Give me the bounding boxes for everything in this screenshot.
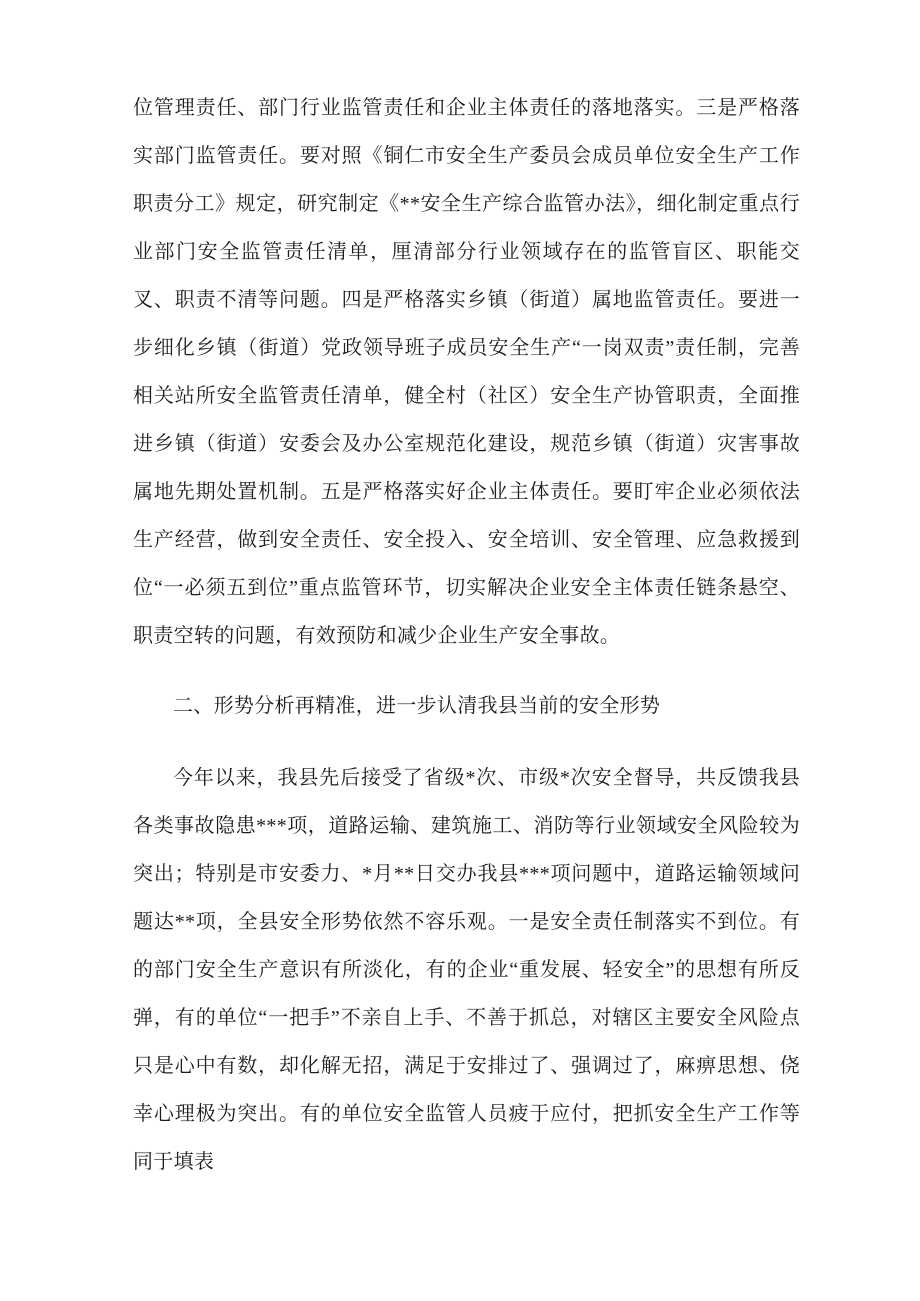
- section-heading: 二、形势分析再精准，进一步认清我县当前的安全形势: [173, 695, 661, 717]
- paragraph-continuation: 位管理责任、部门行业监管责任和企业主体责任的落地落实。三是严格落实部门监管责任。要对照《铜仁市安全生产委员会成员单位安全生产工作职责分工》规定，研究制定《**安全生产综合监管办法》，细化制定重点行业部门安全监管责任清单，厘清部分行业领域存在的监管盲区、职能交叉、职责不清等问题。四是严格落实乡镇（街道）属地监管责任。要进一步细化乡镇（街道）党政领导班子成员安全生产“一岗双责”责任制，完善相关站所安全监管责任清单，健全村（社区）安全生产协管职责，全面推进乡镇（街道）安委会及办公室规范化建设，规范乡镇（街道）灾害事故属地先期处置机制。五是严格落实好企业主体责任。要盯牢企业必须依法生产经营，做到安全责任、安全投入、安全培训、安全管理、应急救援到位“一必须五到位”重点监管环节，切实解决企业安全主体责任链条悬空、职责空转的问题，有效预防和减少企业生产安全事故。: [133, 97, 800, 647]
- document-text-block: [133, 84, 800, 1186]
- paragraph-body: 今年以来，我县先后接受了省级*次、市级*次安全督导，共反馈我县各类事故隐患***项，道路运输、建筑施工、消防等行业领域安全风险较为突出；特别是市安委力、*月**日交办我县***项问题中，道路运输领域问题达**项，全县安全形势依然不容乐观。一是安全责任制落实不到位。有的部门安全生产意识有所淡化，有的企业“重发展、轻安全”的思想有所反弹，有的单位“一把手”不亲自上手、不善于抓总，对辖区主要安全风险点只是心中有数，却化解无招，满足于安排过了、强调过了，麻痹思想、侥幸心理极为突出。有的单位安全监管人员疲于应付，把抓安全生产工作等同于填表: [133, 767, 800, 1173]
